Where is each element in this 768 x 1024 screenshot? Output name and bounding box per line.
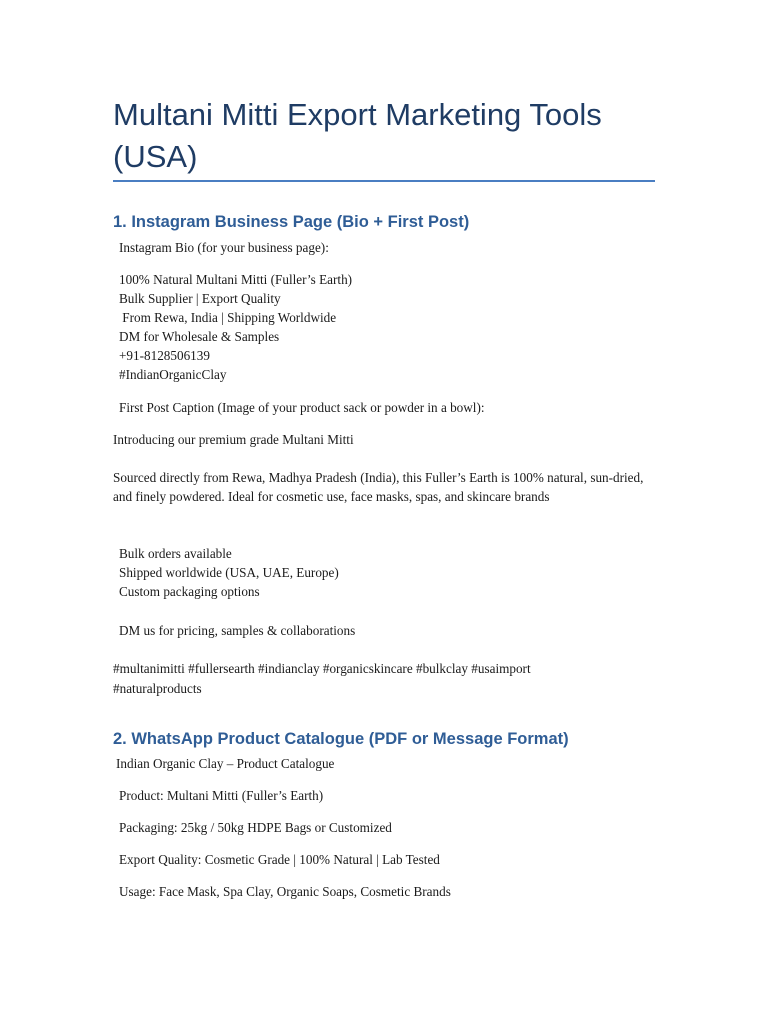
bio-line: Bulk Supplier | Export Quality [119,291,281,306]
feature-line: Shipped worldwide (USA, UAE, Europe) [119,565,339,580]
section-1-heading: 1. Instagram Business Page (Bio + First Post) [113,213,470,231]
post-description: Sourced directly from Rewa, Madhya Pradesh (India), this Fuller’s Earth is 100% natural, sun-dried, and finely powdered. Ideal for cosmetic use, face masks, spas, and skincare brands [113,470,644,505]
section-2-heading: 2. WhatsApp Product Catalogue (PDF or Message Format) [113,730,569,748]
bio-line: DM for Wholesale & Samples [119,329,280,344]
call-to-action: DM us for pricing, samples & collaborations [119,623,356,638]
hashtags: #multanimitti #fullersearth #indianclay #organicskincare #bulkclay #usaimport [113,661,531,676]
feature-line: Bulk orders available [119,546,232,561]
post-intro: Introducing our premium grade Multani Mitti [113,432,354,447]
title-underline [113,180,655,182]
catalogue-line: Product: Multani Mitti (Fuller’s Earth) [119,788,324,803]
post-caption-label: First Post Caption (Image of your product sack or powder in a bowl): [119,400,485,415]
feature-line: Custom packaging options [119,584,260,599]
catalogue-line: Export Quality: Cosmetic Grade | 100% Natural | Lab Tested [119,852,440,867]
document-title: Multani Mitti Export Marketing Tools (USA) [113,97,602,174]
bio-label: Instagram Bio (for your business page): [119,240,329,255]
bio-line: 100% Natural Multani Mitti (Fuller’s Earth) [119,272,353,287]
catalogue-line: Usage: Face Mask, Spa Clay, Organic Soaps, Cosmetic Brands [119,884,451,899]
bio-line: From Rewa, India | Shipping Worldwide [119,310,337,325]
bio-line: #IndianOrganicClay [119,367,227,382]
hashtags: #naturalproducts [113,681,202,696]
bio-line: +91-8128506139 [119,348,210,363]
catalogue-line: Packaging: 25kg / 50kg HDPE Bags or Customized [119,820,392,835]
catalogue-line: Indian Organic Clay – Product Catalogue [116,756,335,771]
